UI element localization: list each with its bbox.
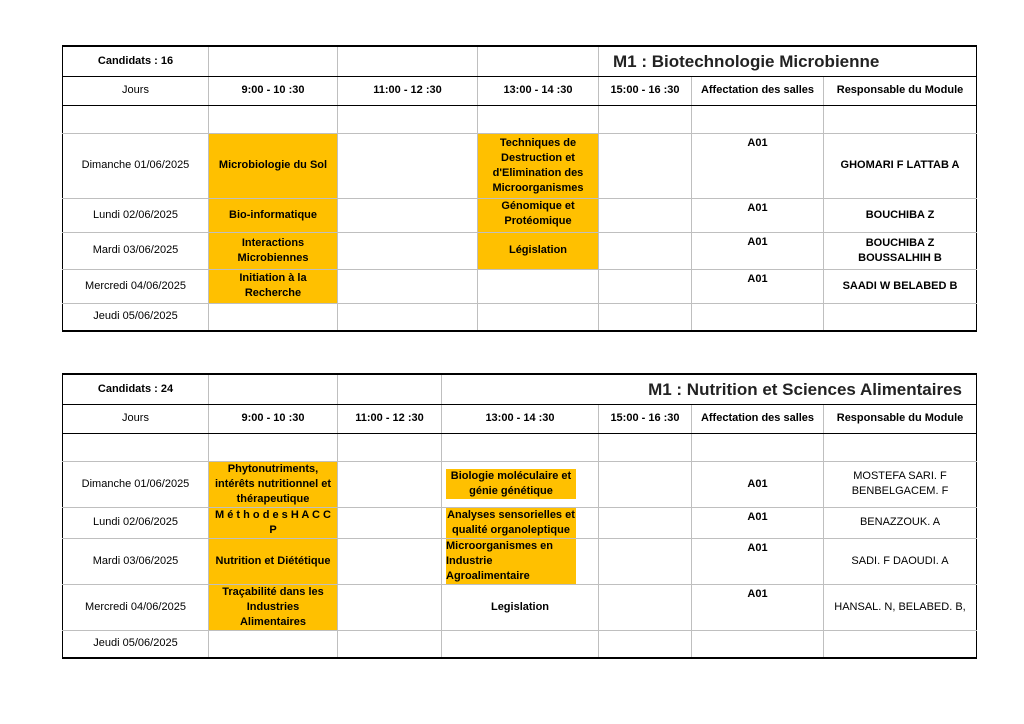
day-cell: Mardi 03/06/2025 (63, 232, 209, 269)
module-slot1: Microbiologie du Sol (209, 133, 338, 198)
col-header-slot1: 9:00 - 10 :30 (209, 404, 338, 433)
module-slot3 (478, 269, 599, 303)
day-cell: Mercredi 04/06/2025 (63, 269, 209, 303)
table-row (63, 507, 977, 538)
responsible-cell: SADI. F DAOUDI. A (824, 538, 977, 584)
module-slot1: Phytonutriments, intérêts nutritionnel et thérapeutique (209, 461, 338, 507)
module-slot3: Législation (478, 232, 599, 269)
day-cell: Mercredi 04/06/2025 (63, 584, 209, 630)
col-header-resp: Responsable du Module (824, 76, 977, 105)
candidates-count: Candidats : 16 (63, 46, 209, 76)
program-title: M1 : Nutrition et Sciences Alimentaires (442, 374, 977, 404)
responsible-cell: GHOMARI F LATTAB A (824, 133, 977, 198)
table-row-empty (63, 105, 977, 133)
table-row (63, 630, 977, 658)
col-header-slot4: 15:00 - 16 :30 (599, 404, 692, 433)
responsible-cell: MOSTEFA SARI. F BENBELGACEM. F (824, 461, 977, 507)
room-cell: A01 (692, 269, 824, 303)
program-title: M1 : Biotechnologie Microbienne (599, 46, 977, 76)
col-header-slot3: 13:00 - 14 :30 (478, 76, 599, 105)
day-cell: Jeudi 05/06/2025 (63, 303, 209, 331)
day-cell: Dimanche 01/06/2025 (63, 461, 209, 507)
col-header-slot2: 11:00 - 12 :30 (338, 76, 478, 105)
room-cell: A01 (692, 133, 824, 198)
module-slot1: Interactions Microbiennes (209, 232, 338, 269)
table-row (63, 303, 977, 331)
module-slot1: M é t h o d e s H A C C P (209, 507, 338, 538)
room-cell: A01 (692, 538, 824, 584)
module-slot1: Initiation à la Recherche (209, 269, 338, 303)
day-cell: Dimanche 01/06/2025 (63, 133, 209, 198)
day-cell: Jeudi 05/06/2025 (63, 630, 209, 658)
module-slot3: Microorganismes en Industrie Agroalimentaire (446, 539, 576, 584)
module-slot1: Nutrition et Diététique (209, 538, 338, 584)
responsible-cell: BOUCHIBA Z (824, 198, 977, 232)
room-cell: A01 (692, 232, 824, 269)
col-header-room: Affectation des salles (692, 404, 824, 433)
col-header-slot3: 13:00 - 14 :30 (442, 404, 599, 433)
schedule-table-biotechnologie (62, 45, 977, 332)
module-slot3: Legislation (442, 584, 599, 630)
room-cell: A01 (692, 461, 824, 507)
day-cell: Mardi 03/06/2025 (63, 538, 209, 584)
col-header-slot1: 9:00 - 10 :30 (209, 76, 338, 105)
table-row-empty (63, 433, 977, 461)
table-row (63, 538, 977, 584)
day-cell: Lundi 02/06/2025 (63, 507, 209, 538)
col-header-resp: Responsable du Module (824, 404, 977, 433)
table-row (63, 232, 977, 269)
col-header-slot4: 15:00 - 16 :30 (599, 76, 692, 105)
col-header-slot2: 11:00 - 12 :30 (338, 404, 442, 433)
col-header-jours: Jours (63, 76, 209, 105)
module-slot3: Techniques de Destruction et d'Elimination des Microorganismes (478, 133, 599, 198)
responsible-cell: SAADI W BELABED B (824, 269, 977, 303)
responsible-cell: HANSAL. N, BELABED. B, (824, 584, 977, 630)
module-slot3: Génomique et Protéomique (478, 198, 599, 232)
room-cell: A01 (692, 584, 824, 630)
schedule-table-nutrition (62, 373, 977, 659)
responsible-cell: BENAZZOUK. A (824, 507, 977, 538)
responsible-cell: BOUCHIBA Z BOUSSALHIH B (824, 232, 977, 269)
col-header-jours: Jours (63, 404, 209, 433)
module-slot1: Bio-informatique (209, 198, 338, 232)
module-slot3: Biologie moléculaire et génie génétique (446, 469, 576, 499)
table-row (63, 584, 977, 630)
candidates-count: Candidats : 24 (63, 374, 209, 404)
col-header-room: Affectation des salles (692, 76, 824, 105)
room-cell: A01 (692, 507, 824, 538)
day-cell: Lundi 02/06/2025 (63, 198, 209, 232)
table-row (63, 269, 977, 303)
table-row (63, 461, 977, 507)
module-slot3: Analyses sensorielles et qualité organoleptique (447, 508, 575, 536)
module-slot1: Traçabilité dans les Industries Alimentaires (209, 584, 338, 630)
table-row (63, 198, 977, 232)
table-row (63, 133, 977, 198)
room-cell: A01 (692, 198, 824, 232)
